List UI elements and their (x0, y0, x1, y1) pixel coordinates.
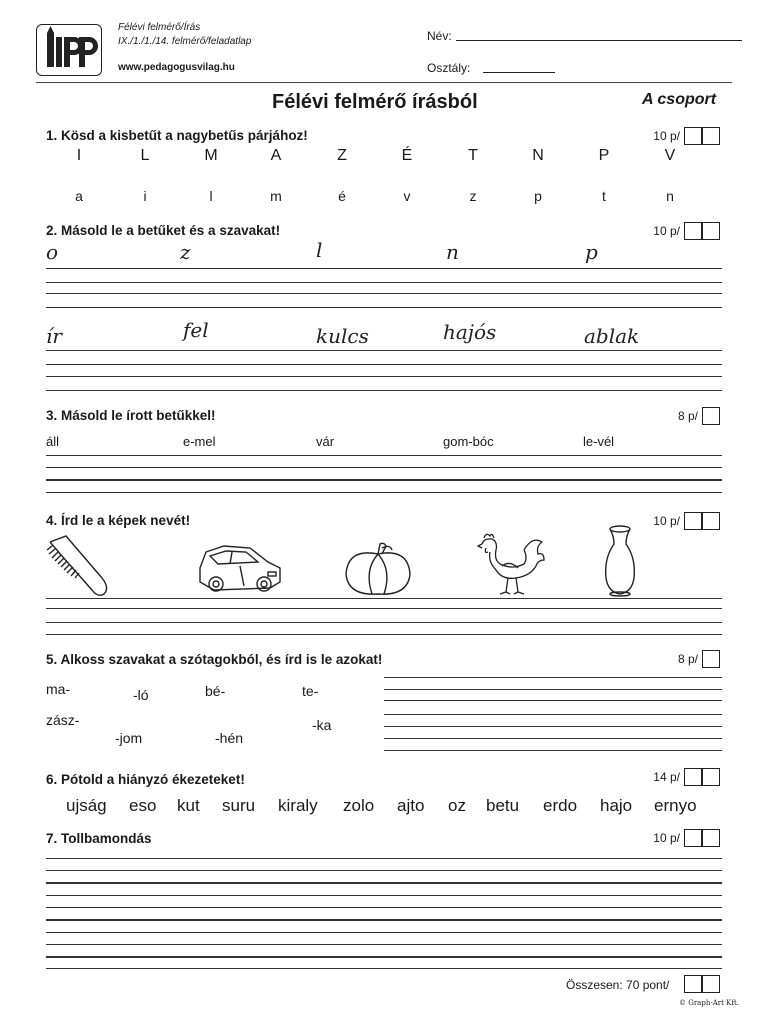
accent-word: zolo (343, 796, 375, 815)
accent-word: eso (129, 796, 157, 815)
cursive-word: kulcs (316, 324, 369, 348)
uppercase-letter: N (532, 147, 544, 164)
task-7-title: 7. Tollbamondás (46, 831, 152, 846)
copyright: © Graph-Art Kft. (679, 999, 739, 1007)
uppercase-letter: I (76, 147, 82, 164)
header-code: IX./1./1./14. felmérő/feladatlap (118, 36, 252, 47)
task-1-score-box[interactable] (684, 127, 702, 145)
writing-line[interactable] (46, 944, 722, 945)
lowercase-letter: v (403, 188, 411, 204)
uppercase-letter: A (270, 147, 282, 164)
total-score-box[interactable] (702, 975, 720, 993)
writing-line[interactable] (46, 598, 722, 599)
task-5-score-box[interactable] (702, 650, 720, 668)
lowercase-letter: n (666, 188, 674, 204)
writing-line[interactable] (46, 268, 722, 269)
copy-word: e-mel (183, 434, 216, 449)
writing-line[interactable] (46, 622, 722, 623)
task-1-title: 1. Kösd a kisbetűt a nagybetűs párjához! (46, 128, 308, 143)
accent-word: hajo (600, 796, 633, 815)
writing-line[interactable] (46, 956, 722, 958)
comb-icon (44, 534, 114, 598)
writing-line[interactable] (46, 858, 722, 859)
task-4-score-box[interactable] (702, 512, 720, 530)
task-2-points: 10 p/ (653, 224, 680, 238)
writing-line[interactable] (384, 700, 722, 701)
group-label: A csoport (642, 91, 717, 108)
syllable: bé- (205, 683, 226, 699)
writing-line[interactable] (384, 714, 722, 715)
accent-word: oz (448, 796, 466, 815)
task-7-score-box[interactable] (702, 829, 720, 847)
lowercase-letter: l (209, 188, 213, 204)
cursive-word: ablak (584, 324, 640, 348)
writing-line[interactable] (46, 907, 722, 908)
writing-line[interactable] (46, 479, 722, 481)
header-subject: Félévi felmérő/Írás (118, 22, 201, 33)
writing-line[interactable] (46, 919, 722, 921)
writing-line[interactable] (46, 390, 722, 391)
syllable: -ka (312, 717, 332, 733)
lowercase-letter: z (469, 188, 477, 204)
uppercase-letter: P (598, 147, 610, 164)
writing-line[interactable] (384, 689, 722, 690)
task-6-score-box[interactable] (702, 768, 720, 786)
task-4-score-box[interactable] (684, 512, 702, 530)
lowercase-letter: é (338, 188, 346, 204)
accent-word: betu (486, 796, 520, 815)
writing-line[interactable] (46, 455, 722, 456)
copy-word: vár (316, 434, 335, 449)
writing-line[interactable] (46, 882, 722, 884)
task-3-title: 3. Másold le írott betűkkel! (46, 408, 216, 423)
task-4-title: 4. Írd le a képek nevét! (46, 513, 191, 528)
task-6-points: 14 p/ (653, 770, 680, 784)
lowercase-letter: p (534, 188, 542, 204)
writing-line[interactable] (46, 634, 722, 635)
task-4-points: 10 p/ (653, 514, 680, 528)
vase-icon (600, 524, 640, 598)
cursive-word: fel (183, 318, 209, 342)
class-label: Osztály: (427, 61, 471, 75)
writing-line[interactable] (384, 738, 722, 739)
pumpkin-icon (342, 540, 414, 598)
copy-word: le-vél (583, 434, 615, 449)
uppercase-letter: T (468, 147, 478, 164)
name-label: Név: (427, 29, 452, 43)
cursive-letter: l (316, 238, 323, 262)
task-1-points: 10 p/ (653, 129, 680, 143)
accent-word: ernyo (654, 796, 697, 815)
syllable: -hén (215, 730, 244, 746)
writing-line[interactable] (384, 677, 722, 678)
task-2-score-box[interactable] (702, 222, 720, 240)
total-score-box[interactable] (684, 975, 702, 993)
writing-line[interactable] (46, 282, 722, 283)
lowercase-letter: i (143, 188, 147, 204)
writing-line[interactable] (46, 350, 722, 351)
writing-line[interactable] (46, 364, 722, 365)
syllable: ma- (46, 681, 71, 697)
cursive-letter: p (585, 240, 598, 264)
uppercase-letter: É (401, 147, 413, 164)
accent-word: kiraly (278, 796, 318, 815)
lowercase-letter: a (75, 188, 83, 204)
task-7-points: 10 p/ (653, 831, 680, 845)
writing-line[interactable] (46, 467, 722, 468)
cursive-word: hajós (443, 320, 497, 344)
syllable: -jom (115, 730, 143, 746)
publisher-logo (36, 24, 102, 76)
copy-word: áll (46, 434, 60, 449)
uppercase-letter: Z (337, 147, 347, 164)
header-url[interactable]: www.pedagogusvilag.hu (118, 62, 235, 73)
task-2-score-box[interactable] (684, 222, 702, 240)
writing-line[interactable] (46, 870, 722, 871)
accent-word: ujság (66, 796, 107, 815)
page-title: Félévi felmérő írásból (272, 91, 478, 113)
cursive-word: ír (46, 324, 62, 348)
writing-line[interactable] (46, 968, 722, 969)
writing-line[interactable] (46, 608, 722, 609)
accent-word: kut (177, 796, 200, 815)
writing-line[interactable] (46, 895, 722, 896)
task-2-title: 2. Másold le a betűket és a szavakat! (46, 223, 281, 238)
header-divider (36, 82, 732, 83)
writing-line[interactable] (46, 492, 722, 493)
task-5-points: 8 p/ (677, 652, 698, 666)
task-1-score-box[interactable] (702, 127, 720, 145)
writing-line[interactable] (46, 376, 722, 377)
cursive-letter: n (446, 240, 459, 264)
car-icon (194, 538, 284, 598)
uppercase-letter: M (204, 147, 218, 164)
lowercase-letter: t (602, 188, 606, 204)
writing-line[interactable] (384, 726, 722, 727)
class-field[interactable] (483, 72, 555, 73)
writing-line[interactable] (46, 307, 722, 308)
task-3-points: 8 p/ (677, 409, 698, 423)
task-3-score-box[interactable] (702, 407, 720, 425)
accent-word: erdo (543, 796, 578, 815)
total-points-label: Összesen: 70 pont/ (566, 978, 670, 992)
cursive-letter: z (180, 240, 191, 264)
writing-line[interactable] (384, 750, 722, 751)
writing-line[interactable] (46, 293, 722, 294)
task-5-title: 5. Alkoss szavakat a szótagokból, és írd is le azokat! (46, 652, 383, 667)
uppercase-letter: V (664, 147, 676, 164)
accent-word: ajto (397, 796, 425, 815)
syllable: te- (302, 683, 319, 699)
syllable: zász- (46, 712, 80, 728)
copy-word: gom-bóc (443, 434, 494, 449)
task-6-title: 6. Pótold a hiányzó ékezeteket! (46, 772, 245, 787)
syllable: -ló (133, 687, 149, 703)
lowercase-letter: m (270, 188, 282, 204)
task-7-score-box[interactable] (684, 829, 702, 847)
accent-word: suru (222, 796, 256, 815)
uppercase-letter: L (140, 147, 150, 164)
writing-line[interactable] (46, 932, 722, 933)
task-6-score-box[interactable] (684, 768, 702, 786)
name-field[interactable] (456, 40, 742, 41)
rooster-icon (472, 530, 548, 598)
cursive-letter: o (46, 240, 59, 264)
